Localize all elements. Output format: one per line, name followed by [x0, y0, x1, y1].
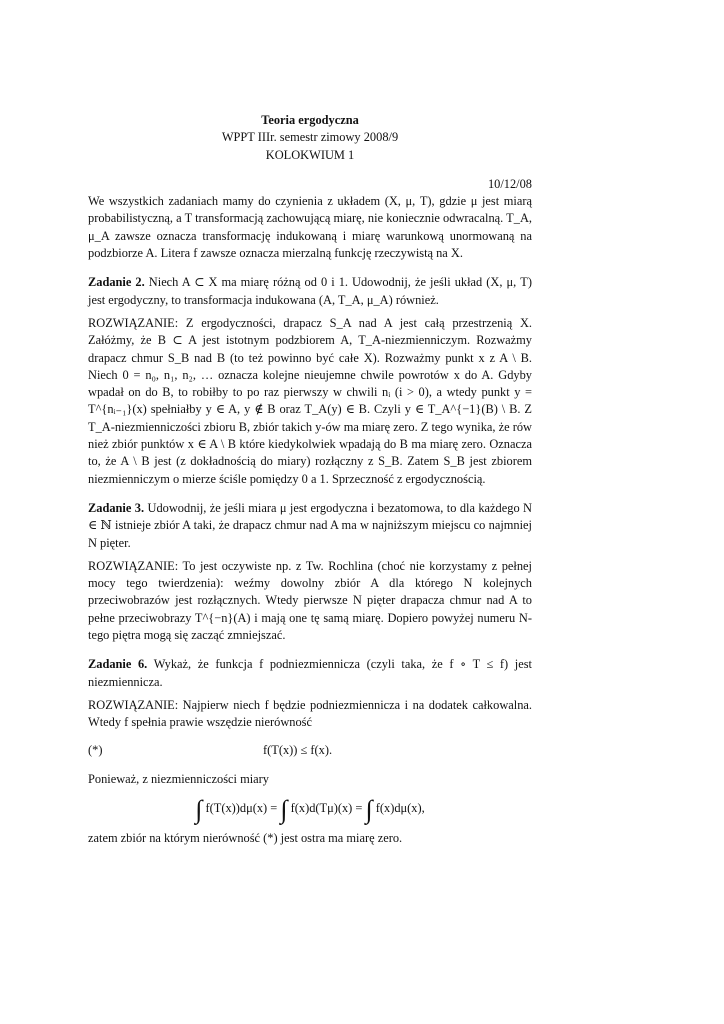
integral-part-2: f(x)d(Tμ)(x) =: [290, 801, 363, 816]
problem-3-text: Udowodnij, że jeśli miara μ jest ergodyczna i bezatomowa, to dla każdego N ∈ ℕ istnieje zbiór A taki, że drapacz chmur nad A ma w najniższym miejscu co najmniej N pięter.: [88, 500, 533, 550]
problem-6-text: Wykaż, że funkcja f podniezmiennicza (czyli taka, że f ∘ T ≤ f) jest niezmiennicza.: [88, 657, 533, 689]
course-line: WPPT IIIr. semestr zimowy 2008/9: [221, 130, 399, 145]
problem-2-label: Zadanie 2.: [88, 275, 145, 290]
problem-6-solution: ROZWIĄZANIE: Najpierw niech f będzie podniezmiennicza i na dodatek całkowalna. Wtedy f spełnia prawie wszędzie nierówność: [88, 697, 532, 730]
exam-page: [88, 112, 532, 848]
problem-2-text: Niech A ⊂ X ma miarę różną od 0 i 1. Udowodnij, że jeśli układ (X, μ, T) jest ergodyczny, to transformacja indukowana (A, T_A, μ_A) również.: [88, 275, 532, 307]
equation-body: f(T(x)) ≤ f(x).: [263, 742, 333, 757]
problem-2-statement: [88, 274, 532, 309]
integral-display: [88, 795, 532, 825]
integral-part-3: f(x)dμ(x),: [375, 801, 425, 816]
integral-part-1: f(T(x))dμ(x) =: [205, 801, 278, 816]
problem-6-statement: [88, 656, 532, 691]
equation-star: [88, 742, 532, 759]
problem-2-solution: ROZWIĄZANIE: Z ergodyczności, drapacz S_A nad A jest całą przestrzenią X. Załóżmy, że B ⊂ A jest istotnym podzbiorem A, T_A-niezmienniczym. Rozważmy drapacz chmur S_B nad B (to też powinno być całe X). Rozważmy punkt x z A \ B. Niech 0 = n₀, n₁, n₂, … oznacza kolejne nieujemne chwile powrotów x do A. Gdyby wpadał on do B, to robiłby to po raz pierwszy w chwili nᵢ (i > 0), a wtedy punkt y = T^{nᵢ₋₁}(x) spełniałby y ∈ A, y ∉ B oraz T_A(y) ∈ B. Czyli y ∈ T_A^{−1}(B) \ B. Z T_A-niezmienniczości zbioru B, zbiór takich y-ów ma miarę zero. Z tego wynika, że rów nież zbiór punktów x ∈ A \ B które kiedykolwiek wpadają do B ma miarę zero. Oznacza to, że A \ B jest (z dokładnością do miary) rozłączny z S_B. Zatem S_B jest zbiorem niezmienniczym o mierze ściśle pomiędzy 0 a 1. Sprzeczność z ergodycznością.: [88, 315, 532, 486]
problem-3-label: Zadanie 3.: [88, 500, 145, 515]
exam-name: KOLOKWIUM 1: [265, 147, 355, 162]
problem-6-conclusion: zatem zbiór na którym nierówność (*) jest ostra ma miarę zero.: [88, 831, 403, 846]
equation-tag: (*): [88, 742, 103, 757]
integral-sign-icon: ∫: [280, 795, 288, 825]
problem-6-label: Zadanie 6.: [88, 657, 148, 672]
integral-sign-icon: ∫: [195, 795, 203, 825]
exam-date: 10/12/08: [487, 176, 532, 191]
intro-paragraph: We wszystkich zadaniach mamy do czynienia z układem (X, μ, T), gdzie μ jest miarą probabilistyczną, a T transformacją zachowującą miarę, nie koniecznie odwracalną. T_A, μ_A zawsze oznacza transformację indukowaną i miarę warunkową unormowaną na podzbiorze A. Litera f zawsze oznacza mierzalną funkcję rzeczywistą na X.: [88, 194, 532, 261]
problem-3-statement: [88, 500, 532, 552]
problem-6-continuation: Ponieważ, z niezmienniczości miary: [88, 771, 269, 786]
problem-3-solution: ROZWIĄZANIE: To jest oczywiste np. z Tw. Rochlina (choć nie korzystamy z pełnej mocy tego twierdzenia): weźmy dowolny zbiór A dla którego N kolejnych przeciwobrazów jest rozłącznych. Wtedy pierwsze N pięter drapacza chmur nad A to pełne przeciwobrazy T^{−n}(A) i mają one tę samą miarę. Dopiero powyżej numeru N-tego piętra mogą się zacząć zmniejszać.: [88, 558, 532, 643]
document-title: Teoria ergodyczna: [261, 113, 359, 127]
integral-sign-icon: ∫: [365, 795, 373, 825]
